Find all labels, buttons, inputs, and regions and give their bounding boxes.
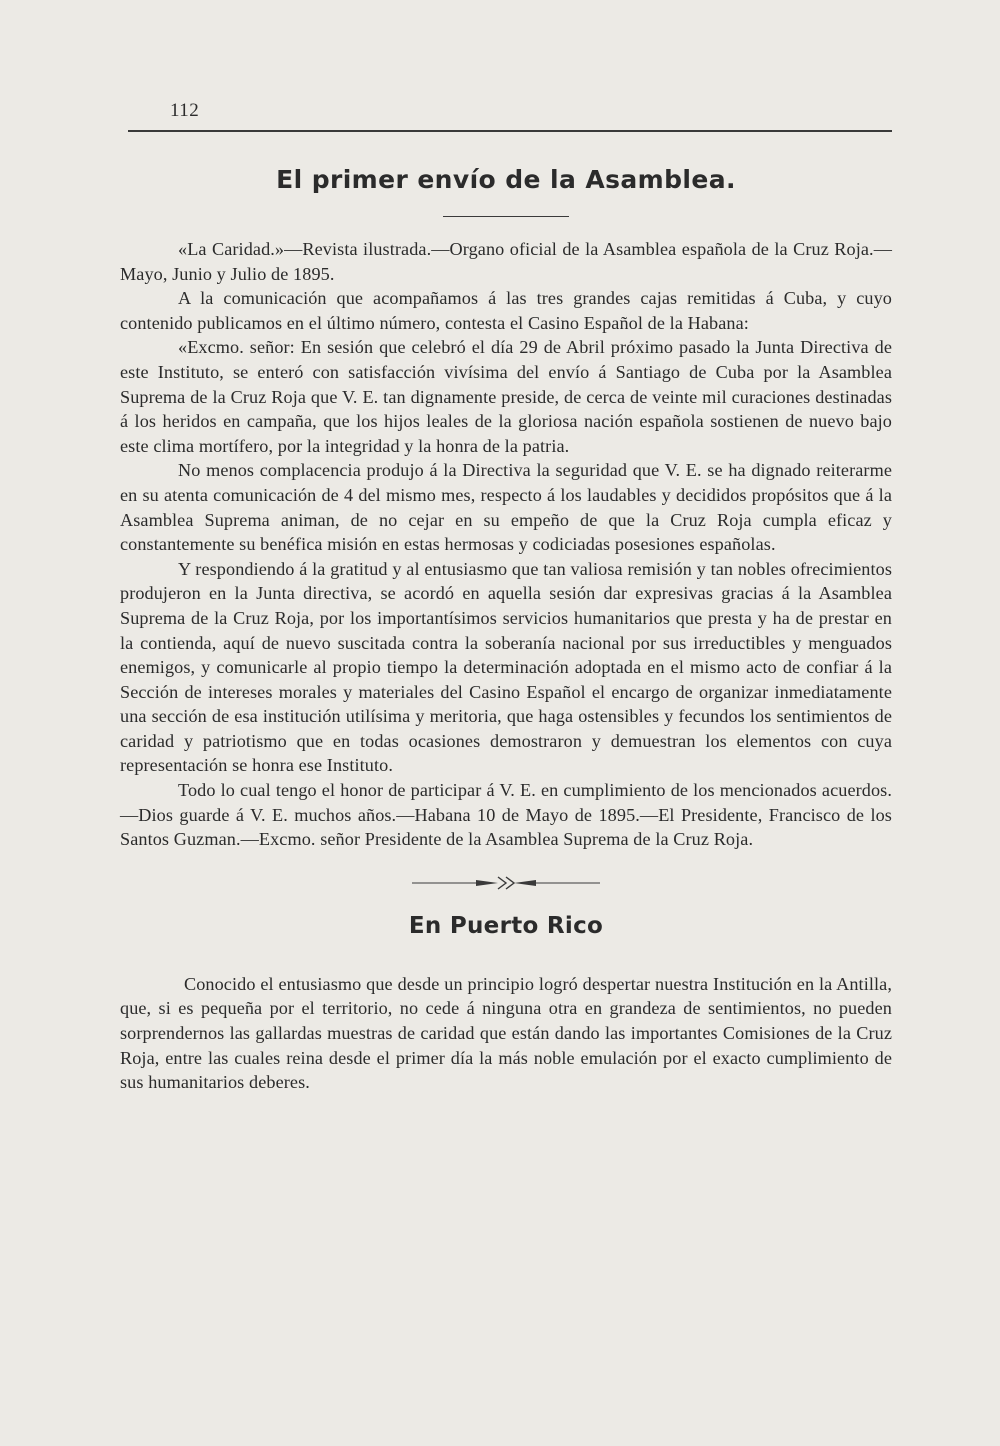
page-number: 112 <box>170 100 200 121</box>
paragraph: Conocido el entusiasmo que desde un principio logró despertar nuestra Institución en la Antilla, que, si es pequeña por el territorio, no cede á ninguna otra en grandeza de sentimientos, no pueden sorprendernos las gallardas muestras de caridad que están dando las importantes Comisiones de la Cruz Roja, entre las cuales reina desde el primer día la más noble emulación por el exacto cumplimiento de sus humanitarios deberes. <box>120 973 892 1093</box>
article-primer-envio <box>120 160 892 852</box>
article-puerto-rico <box>120 908 892 1095</box>
page-content <box>120 160 892 1095</box>
paragraph: No menos complacencia produjo á la Directiva la seguridad que V. E. se ha dignado reiterarme en su atenta comunicación de 4 del mismo mes, respecto á los laudables y decididos propósitos que á la Asamblea Suprema animan, de no cejar en su empeño de que la Cruz Roja cumpla eficaz y constantemente su benéfica misión en estas hermosas y codiciadas posesiones españolas. <box>120 460 892 555</box>
paragraph: «La Caridad.»—Revista ilustrada.—Organo oficial de la Asamblea española de la Cruz Roja.—Mayo, Junio y Julio de 1895. <box>120 239 892 284</box>
title-divider <box>443 216 569 217</box>
paragraph: A la comunicación que acompañamos á las tres grandes cajas remitidas á Cuba, y cuyo contenido publicamos en el último número, contesta el Casino Español de la Habana: <box>120 288 892 333</box>
article-title: En Puerto Rico <box>408 912 604 939</box>
paragraph: Y respondiendo á la gratitud y al entusiasmo que tan valiosa remisión y tan nobles ofrecimientos produjeron en la Junta directiva, se acordó en aquella sesión dar expresivas gracias á la Asamblea Suprema de la Cruz Roja, por los importantísimos servicios humanitarios que presta y ha de prestar en la contienda, aquí de nuevo suscitada contra la soberanía nacional por sus irreductibles y menguados enemigos, y comunicarle al propio tiempo la determinación adoptada en el mismo acto de confiar á la Sección de intereses morales y materiales del Casino Español el encargo de organizar inmediatamente una sección de esa institución utilísima y meritoria, que haga ostensibles y fecundos los sentimientos de caridad y patriotismo que en todas ocasiones demostraron y demuestran los elementos con cuya representación se honra ese Instituto. <box>120 558 892 776</box>
paragraph: «Excmo. señor: En sesión que celebró el día 29 de Abril próximo pasado la Junta Directiva de este Instituto, se enteró con satisfacción vivísima del envío á Santiago de Cuba por la Asamblea Suprema de la Cruz Roja que V. E. tan dignamente preside, de cerca de veinte mil curaciones destinadas á los heridos en campaña, que los hijos leales de la gloriosa nación española sostienen de nuevo bajo este clima mortífero, por la integridad y la honra de la patria. <box>120 337 892 456</box>
ornament-divider-icon <box>406 874 606 892</box>
article-title: El primer envío de la Asamblea. <box>276 165 736 194</box>
page-header <box>128 98 892 132</box>
paragraph: Todo lo cual tengo el honor de participar á V. E. en cumplimiento de los mencionados acuerdos.—Dios guarde á V. E. muchos años.—Habana 10 de Mayo de 1895.—El Presidente, Francisco de los Santos Guzman.—Excmo. señor Presidente de la Asamblea Suprema de la Cruz Roja. <box>120 780 892 850</box>
